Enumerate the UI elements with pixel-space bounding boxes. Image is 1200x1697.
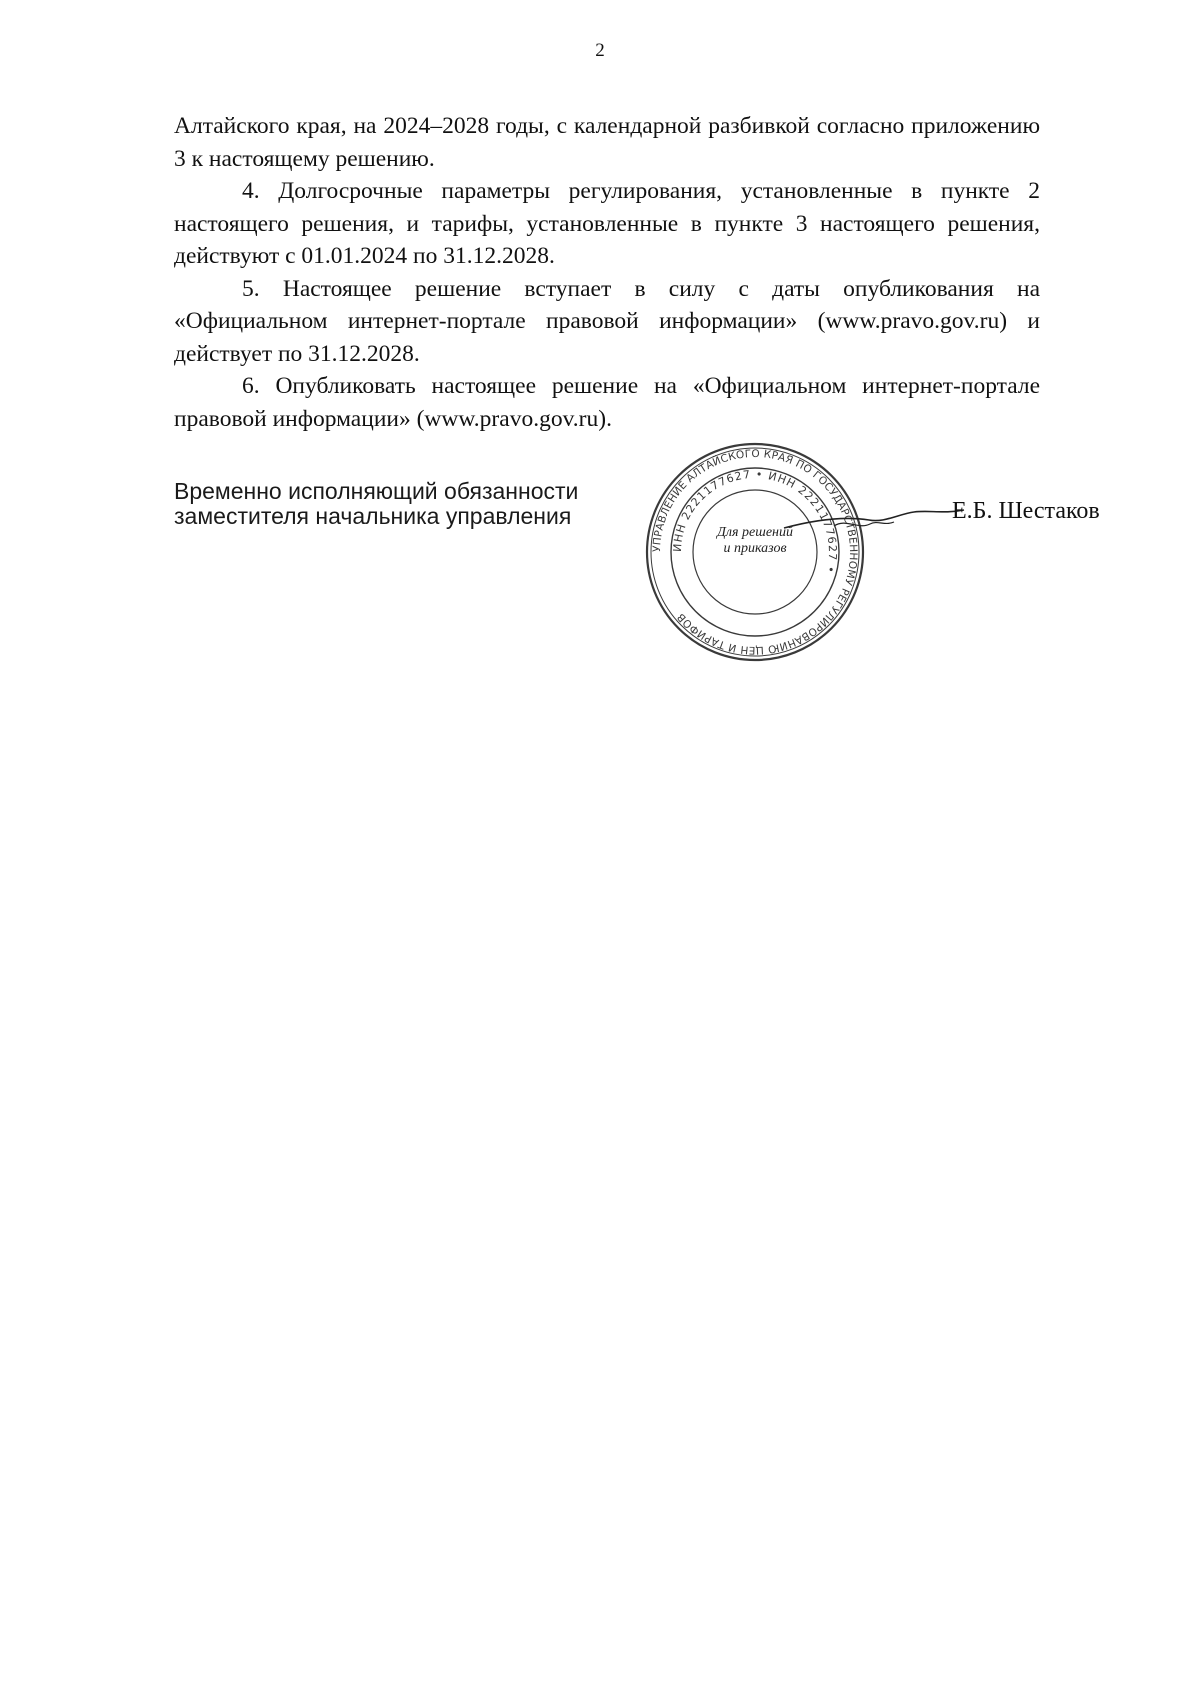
seal-outer-text: УПРАВЛЕНИЕ АЛТАЙСКОГО КРАЯ ПО ГОСУДАРСТВЕННОМУ РЕГУЛИРОВАНИЮ ЦЕН И ТАРИФОВ — [650, 447, 860, 657]
official-seal-stamp — [640, 437, 870, 667]
seal-inner-text: ИНН 2221177627 • ИНН 2221177627 • — [670, 467, 840, 575]
signer-title-line-1: Временно исполняющий обязанности — [174, 478, 579, 504]
signer-title-line-2: заместителя начальника управления — [174, 503, 572, 529]
signature-block — [174, 447, 1100, 675]
paragraph-4: 4. Долгосрочные параметры регулирования, установленные в пункте 2 настоящего решения, и тарифы, установленные в пункте 3 настоящего решения, действуют с 01.01.2024 по 31.12.2028. — [174, 178, 1040, 269]
paragraph-5: 5. Настоящее решение вступает в силу с даты опубликования на «Официальном интернет-портале правовой информации» (www.pravo.gov.ru) и действует по 31.12.2028. — [174, 275, 1040, 367]
body-text — [174, 110, 1040, 435]
signer-name: Е.Б. Шестаков — [952, 498, 1100, 524]
seal-center-line-2: и приказов — [723, 541, 787, 556]
handwritten-signature — [774, 490, 974, 550]
paragraph-continuation: Алтайского края, на 2024–2028 годы, с календарной разбивкой согласно приложению 3 к настоящему решению. — [174, 113, 1040, 172]
seal-center-line-1: Для решений — [717, 525, 793, 540]
paragraph-6: 6. Опубликовать настоящее решение на «Официальном интернет-портале правовой информации» (www.pravo.gov.ru). — [174, 373, 1040, 432]
signer-title — [174, 479, 578, 529]
page-number: 2 — [595, 40, 605, 61]
